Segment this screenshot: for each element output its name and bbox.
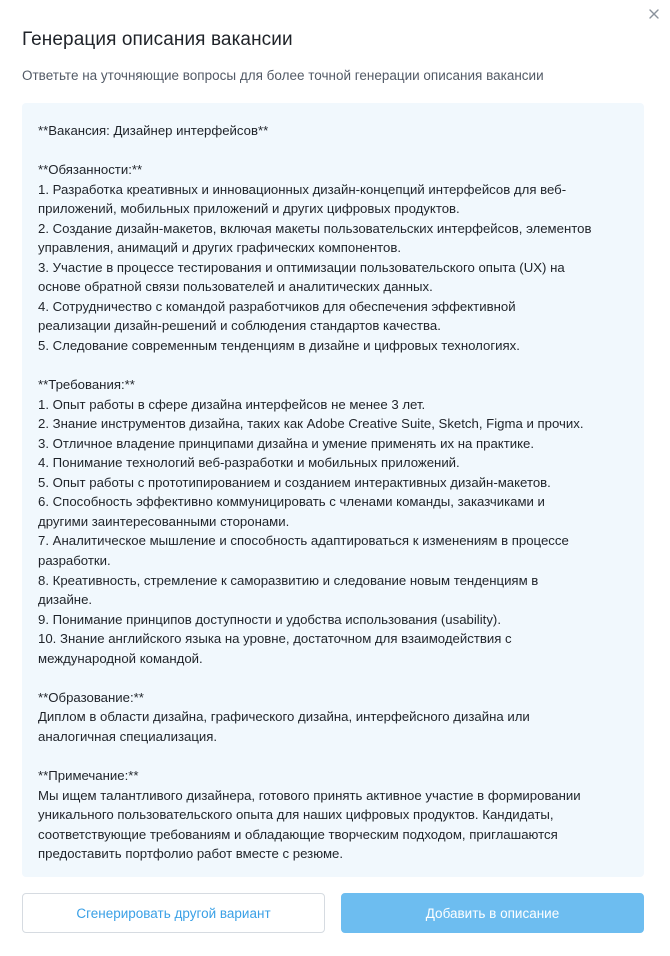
description-line: 2. Создание дизайн-макетов, включая макеты пользовательских интерфейсов, элементов (38, 220, 592, 236)
description-line: 3. Отличное владение принципами дизайна и умение применять их на практике. (38, 435, 535, 451)
description-line: **Вакансия: Дизайнер интерфейсов** (38, 123, 269, 138)
description-line: основе обратной связи пользователей и аналитических данных. (38, 279, 433, 295)
description-line: 7. Аналитическое мышление и способность адаптироваться к изменениям в процессе (38, 533, 569, 549)
description-line: Мы ищем талантливого дизайнера, готового принять активное участие в формировании (38, 787, 581, 803)
description-line: дизайне. (38, 592, 93, 608)
dialog-subtitle: Ответьте на уточняющие вопросы для более точной генерации описания вакансии (22, 68, 544, 83)
description-line: 4. Сотрудничество с командой разработчиков для обеспечения эффективной (38, 298, 516, 314)
description-line: **Образование:** (38, 689, 144, 705)
description-line: **Примечание:** (38, 768, 139, 784)
blank-line (38, 747, 634, 767)
description-line: 8. Креативность, стремление к саморазвитию и следование новым тенденциям в (38, 572, 539, 588)
description-line: 1. Разработка креативных и инновационных дизайн-концепций интерфейсов для веб- (38, 181, 567, 197)
description-line: 9. Понимание принципов доступности и удобства использования (usability). (38, 611, 501, 627)
description-line: 10. Знание английского языка на уровне, достаточном для взаимодействия с (38, 631, 512, 647)
description-line: соответствующие требованиям и обладающие творческим подходом, приглашаются (38, 826, 558, 842)
description-line: 6. Способность эффективно коммуницировать с членами команды, заказчиками и (38, 494, 545, 510)
description-line: 2. Знание инструментов дизайна, таких как Adobe Creative Suite, Sketch, Figma и прочих. (38, 416, 584, 432)
add-to-description-button[interactable]: Добавить в описание (341, 893, 644, 933)
description-line: управления, анимаций и других графических компонентов. (38, 240, 402, 256)
description-line: 5. Опыт работы с прототипированием и созданием интерактивных дизайн-макетов. (38, 474, 551, 490)
generated-description (22, 103, 644, 877)
description-line: Диплом в области дизайна, графического дизайна, интерфейсного дизайна или (38, 709, 530, 725)
close-icon[interactable] (646, 6, 662, 22)
description-line: разработки. (38, 553, 111, 569)
description-line: реализации дизайн-решений и соблюдения стандартов качества. (38, 318, 441, 334)
description-line: аналогичная специализация. (38, 728, 218, 744)
description-line: предоставить портфолио работ вместе с резюме. (38, 846, 344, 862)
blank-line (38, 141, 634, 161)
regenerate-button[interactable]: Сгенерировать другой вариант (22, 893, 325, 933)
blank-line (38, 356, 634, 376)
dialog-title: Генерация описания вакансии (22, 29, 293, 50)
description-line: 4. Понимание технологий веб-разработки и мобильных приложений. (38, 455, 460, 471)
description-line: международной командой. (38, 650, 203, 666)
description-line: другими заинтересованными сторонами. (38, 513, 290, 529)
description-line: 5. Следование современным тенденциям в дизайне и цифровых технологиях. (38, 338, 520, 354)
description-line: 3. Участие в процессе тестирования и оптимизации пользовательского опыта (UX) на (38, 259, 565, 275)
blank-line (38, 668, 634, 688)
description-line: 1. Опыт работы в сфере дизайна интерфейсов не менее 3 лет. (38, 396, 426, 412)
description-line: приложений, мобильных приложений и других цифровых продуктов. (38, 201, 460, 217)
description-line: **Требования:** (38, 377, 135, 393)
description-line: **Обязанности:** (38, 162, 143, 178)
description-line: уникального пользовательского опыта для наших цифровых продуктов. Кандидаты, (38, 807, 554, 823)
